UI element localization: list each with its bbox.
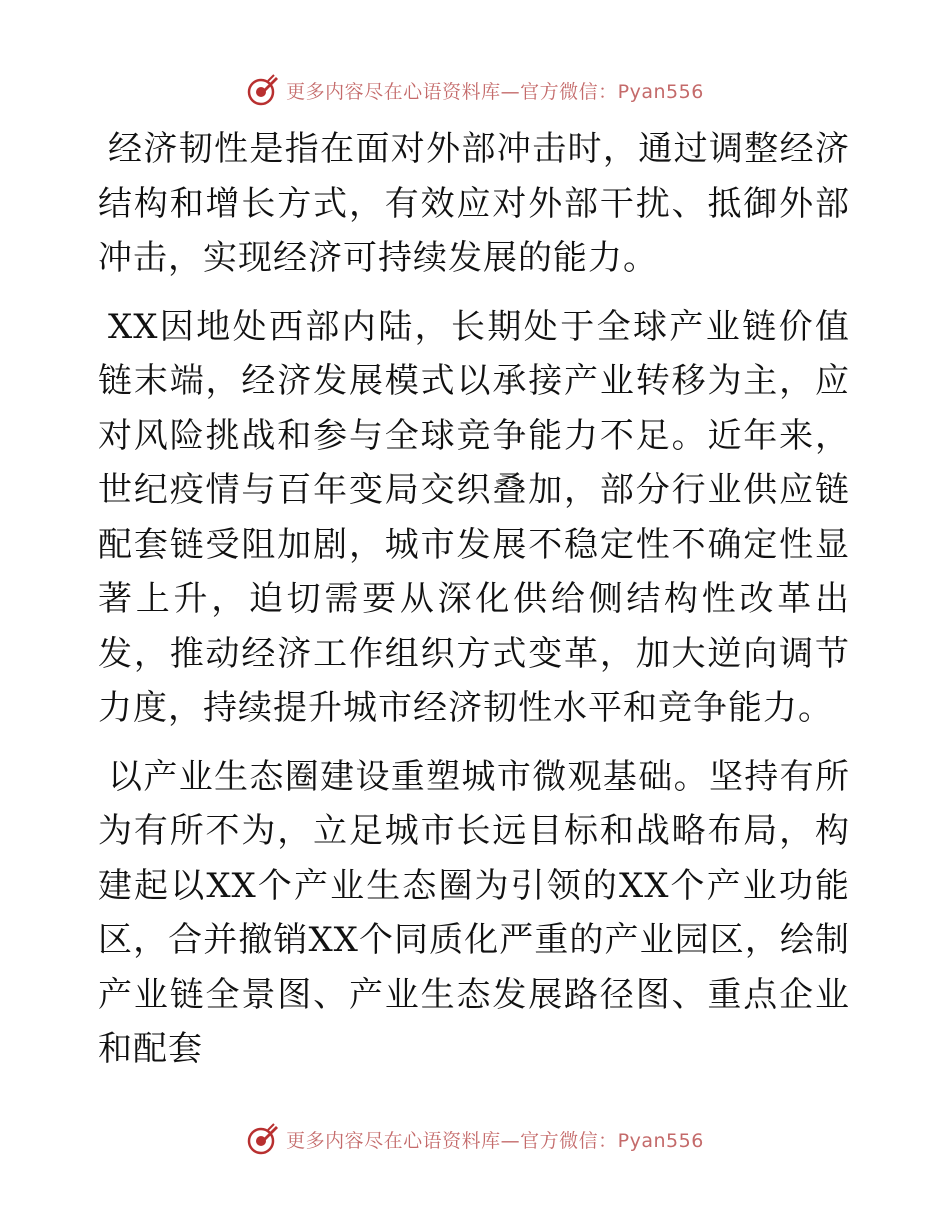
document-body	[98, 122, 850, 1091]
quill-logo-icon	[246, 1122, 280, 1156]
paragraph-1: 经济韧性是指在面对外部冲击时，通过调整经济结构和增长方式，有效应对外部干扰、抵御外部冲击，实现经济可持续发展的能力。	[98, 129, 850, 278]
paragraph-3: 以产业生态圈建设重塑城市微观基础。坚持有所为有所不为，立足城市长远目标和战略布局，构建起以XX个产业生态圈为引领的XX个产业功能区，合并撤销XX个同质化严重的产业园区，绘制产业链全景图、产业生态发展路径图、重点企业和配套	[98, 756, 850, 1069]
paragraph-2: XX因地处西部内陆，长期处于全球产业链价值链末端，经济发展模式以承接产业转移为主，应对风险挑战和参与全球竞争能力不足。近年来，世纪疫情与百年变局交织叠加，部分行业供应链配套链受阻加剧，城市发展不稳定性不确定性显著上升，迫切需要从深化供给侧结构性改革出发，推动经济工作组织方式变革，加大逆向调节力度，持续提升城市经济韧性水平和竞争能力。	[98, 306, 850, 728]
header-banner	[0, 70, 950, 110]
quill-logo-icon	[246, 73, 280, 107]
header-banner-text: 更多内容尽在心语资料库—官方微信：Pyan556	[286, 80, 704, 103]
footer-banner	[0, 1119, 950, 1159]
footer-banner-text: 更多内容尽在心语资料库—官方微信：Pyan556	[286, 1129, 704, 1152]
